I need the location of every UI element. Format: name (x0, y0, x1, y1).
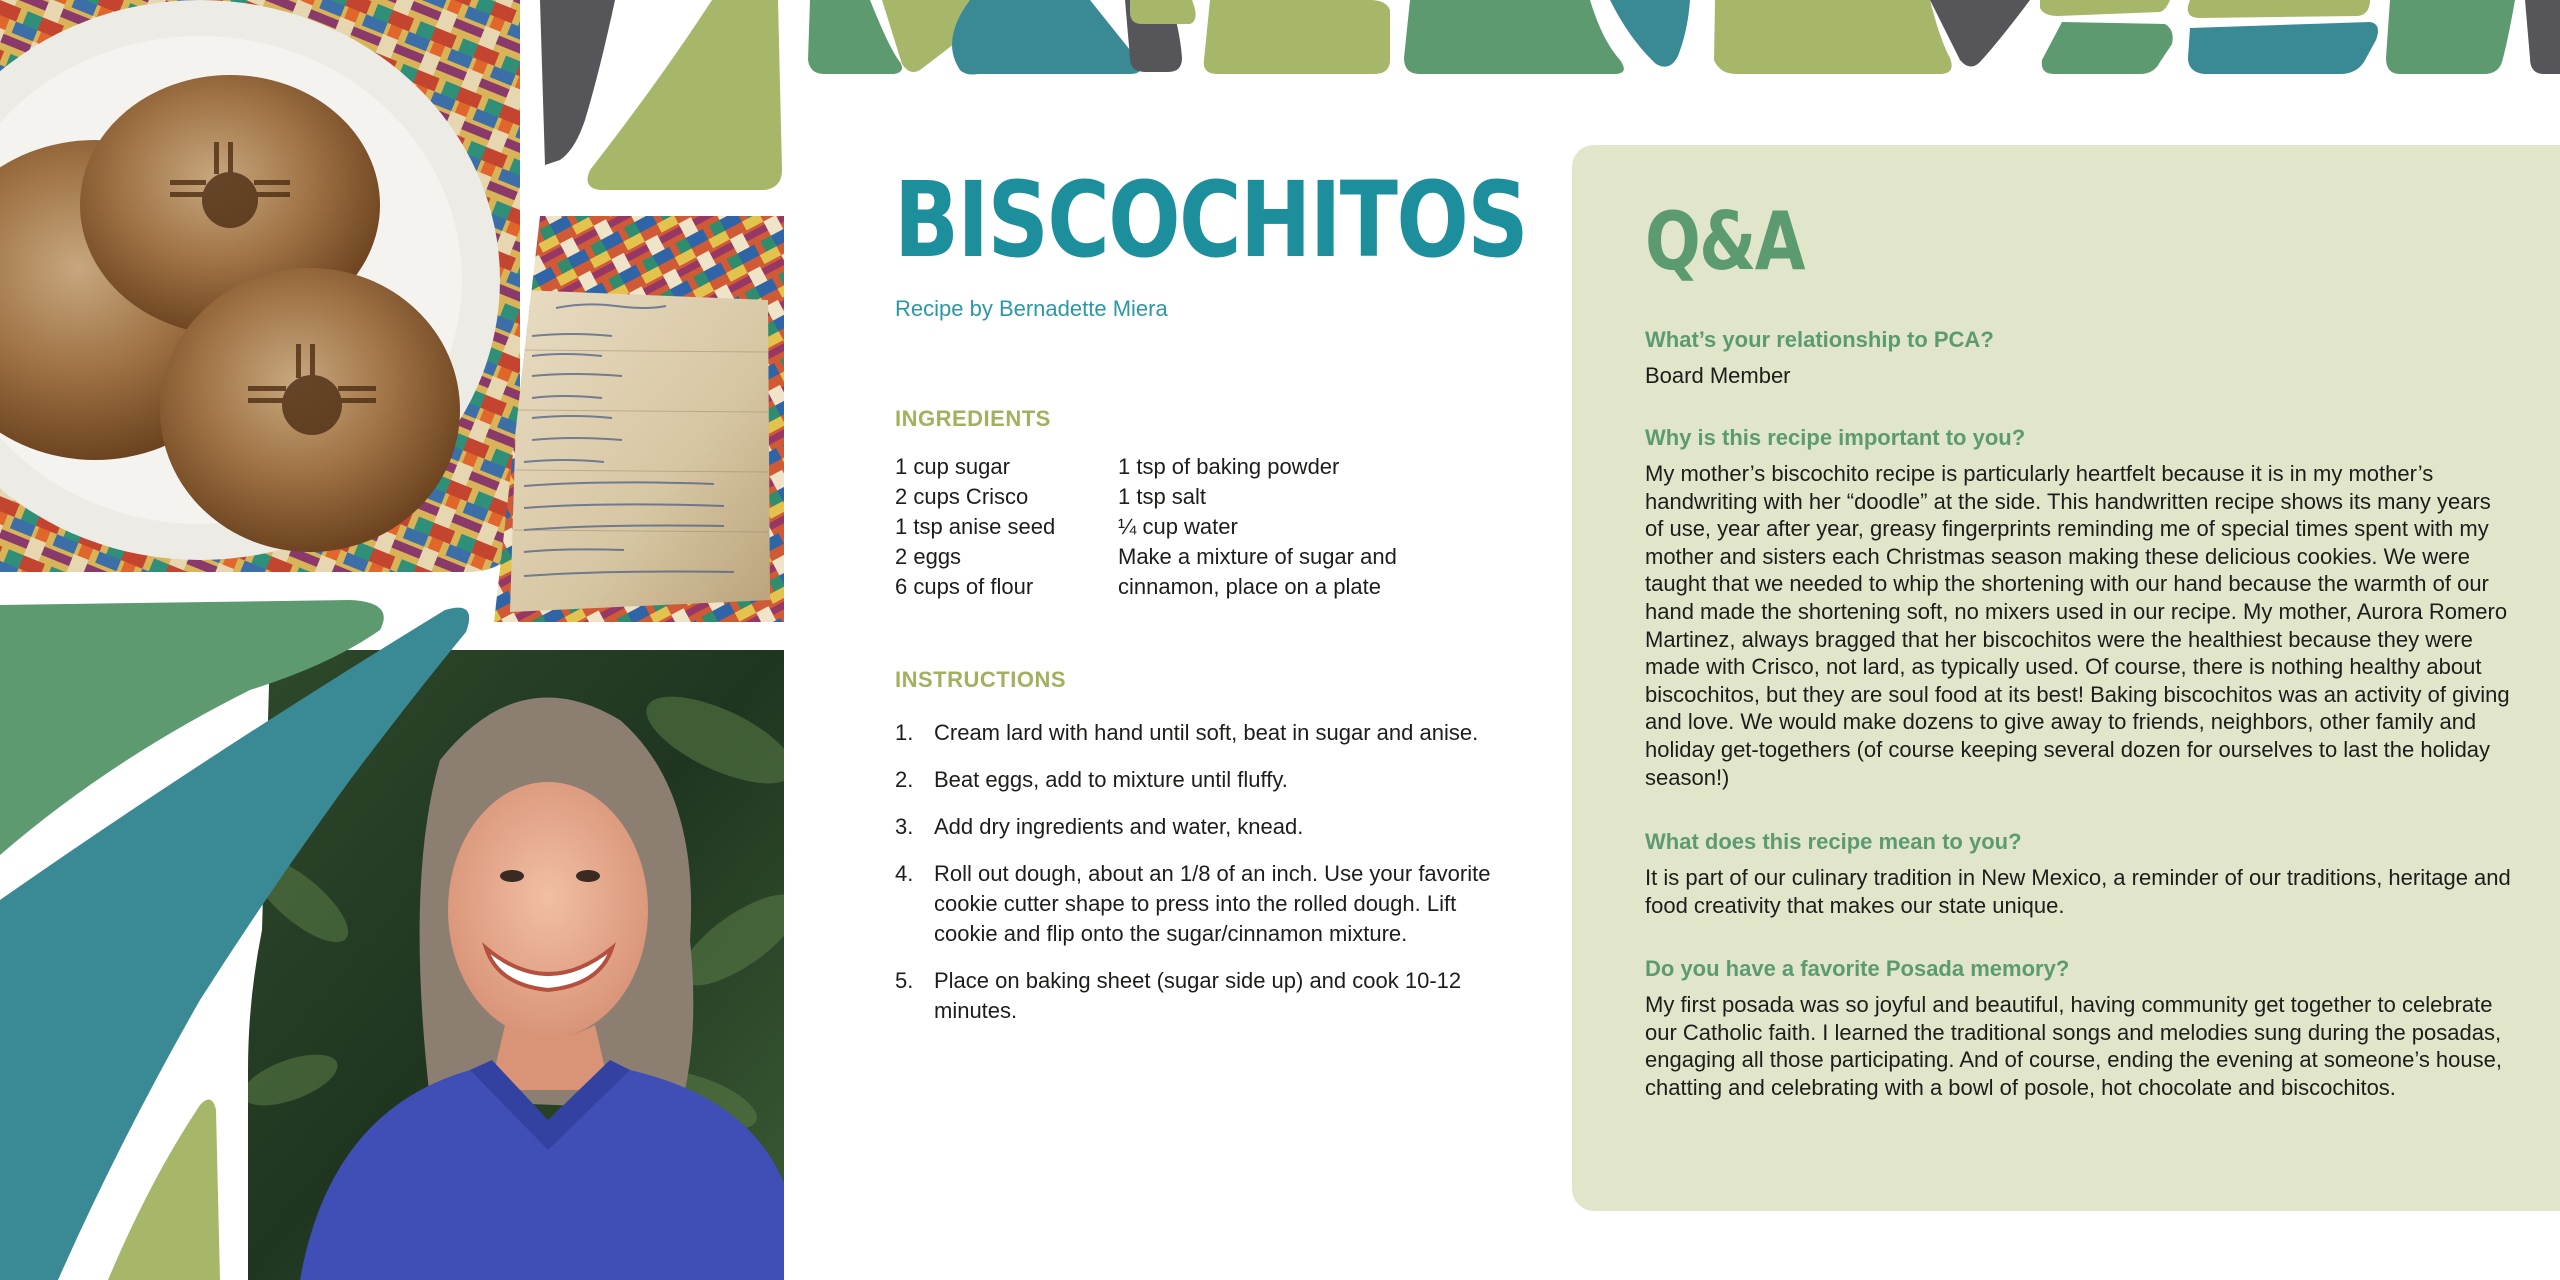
instruction-step (895, 718, 1495, 748)
instruction-step (895, 859, 1495, 949)
qa-question: What does this recipe mean to you? (1645, 829, 2022, 854)
instruction-step (895, 765, 1495, 795)
ingredients-heading: INGREDIENTS (895, 406, 1051, 431)
ingredient-item: 1 tsp salt (1118, 484, 1207, 509)
step-text: Roll out dough, about an 1/8 of an inch. Use your favorite cookie cutter shape to press into the rolled dough. Lift cookie and flip onto the sugar/cinnamon mixture. (934, 861, 1491, 946)
ingredient-item: 2 eggs (895, 544, 962, 569)
step-number: 4. (895, 861, 914, 886)
step-text: Place on baking sheet (sugar side up) and cook 10-12 minutes. (934, 968, 1462, 1023)
ingredient-item: Make a mixture of sugar and (1118, 544, 1397, 569)
qa-item-meaning (1645, 828, 2515, 919)
qa-question: Do you have a favorite Posada memory? (1645, 956, 2070, 981)
qa-answer: My first posada was so joyful and beautiful, having community get together to celebrate our Catholic faith. I learned the traditional songs and melodies sung during the posadas, engaging all those participating. And of course, ending the evening at someone’s house, chatting and celebrating with a bowl of posole, hot chocolate and biscochitos. (1645, 992, 2502, 1100)
ingredient-item: ¼ cup water (1118, 514, 1238, 539)
step-number: 2. (895, 767, 914, 792)
qa-question: What’s your relationship to PCA? (1645, 327, 1994, 352)
step-number: 3. (895, 814, 914, 839)
step-text: Add dry ingredients and water, knead. (934, 814, 1304, 839)
photo-collage (0, 0, 790, 1280)
cookies-photo (0, 0, 530, 580)
qa-answer: It is part of our culinary tradition in New Mexico, a reminder of our traditions, heritage and food creativity that makes our state unique. (1645, 865, 2511, 918)
ingredients-list-left (895, 452, 1105, 602)
qa-title: Q&A (1645, 195, 1804, 288)
qa-answer: Board Member (1645, 363, 1791, 388)
handwritten-recipe-card-photo (490, 210, 790, 630)
instructions-list (895, 718, 1495, 1043)
qa-answer: My mother’s biscochito recipe is particularly heartfelt because it is in my mother’s handwriting with her “doodle” at the side. This handwritten recipe shows its many years of use, year after year, greasy fingerprints reminding me of special times spent with my mother and sisters each Christmas season making these delicious cookies. We were taught that we needed to whip the shortening with our hand because the warmth of our hand made the shortening soft, no mixers used in our recipe. My mother, Aurora Romero Martinez, always bragged that her biscochitos were the healthiest because they were made with Crisco, not lard, as typically used. Of course, there is nothing healthy about biscochitos, but they are soul food at its best! Baking biscochitos was an activity of giving and love. We would make dozens to give away to friends, neighbors, other family and holiday get-togethers (of course keeping several dozen for ourselves to last the holiday season!) (1645, 461, 2510, 790)
instructions-heading: INSTRUCTIONS (895, 667, 1066, 692)
recipe-title: BISCOCHITOS (894, 159, 1527, 281)
qa-item-importance (1645, 424, 2515, 791)
ingredient-item: 1 tsp of baking powder (1118, 454, 1340, 479)
step-number: 5. (895, 968, 914, 993)
step-text: Cream lard with hand until soft, beat in sugar and anise. (934, 720, 1479, 745)
ingredient-item: cinnamon, place on a plate (1118, 574, 1381, 599)
ingredient-item: 1 cup sugar (895, 454, 1010, 479)
mosaic-top (790, 0, 2560, 80)
qa-question: Why is this recipe important to you? (1645, 425, 2026, 450)
qa-item-posada-memory (1645, 955, 2515, 1101)
ingredient-item: 6 cups of flour (895, 574, 1034, 599)
recipe-byline: Recipe by Bernadette Miera (895, 296, 1168, 321)
instruction-step (895, 966, 1495, 1026)
step-number: 1. (895, 720, 914, 745)
instruction-step (895, 812, 1495, 842)
step-text: Beat eggs, add to mixture until fluffy. (934, 767, 1288, 792)
ingredient-item: 1 tsp anise seed (895, 514, 1056, 539)
ingredient-item: 2 cups Crisco (895, 484, 1029, 509)
ingredients-list-right (1118, 452, 1418, 602)
qa-item-relationship (1645, 326, 2515, 390)
